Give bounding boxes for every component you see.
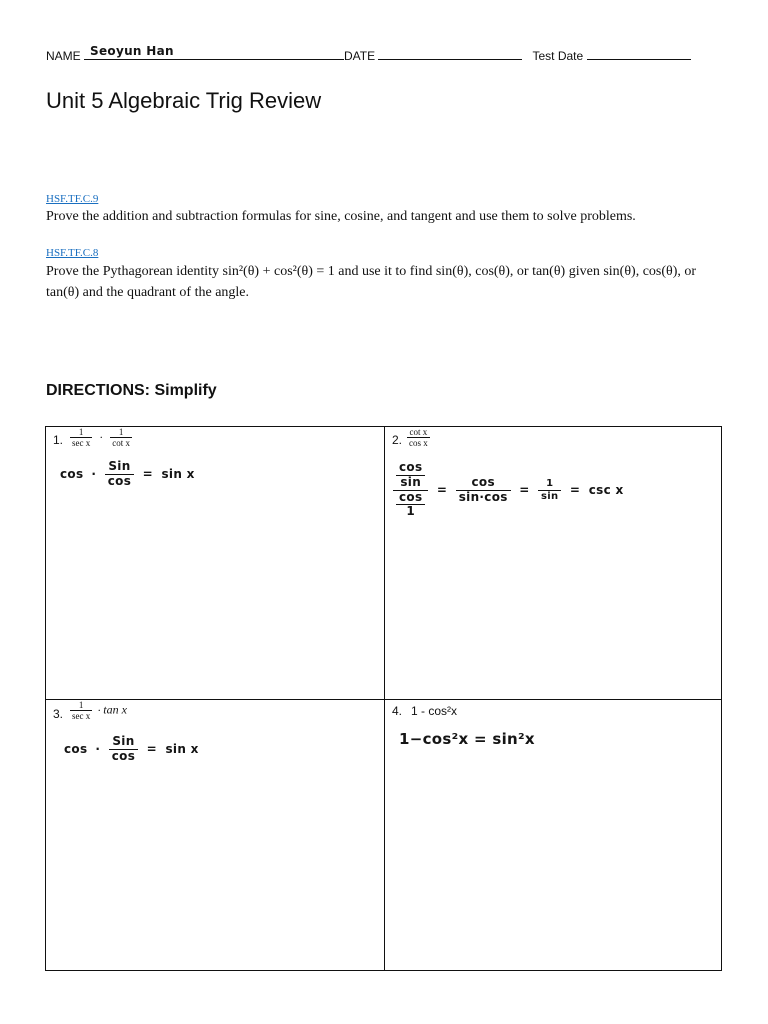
problem-3-expression: $\frac{1}{\text{sec x}}$ · tan x <box>72 700 127 722</box>
problem-3-cell[interactable] <box>46 700 384 970</box>
problem-3-work: cos · $\frac{\text{Sin}}{\cos}$ = sin x <box>64 734 199 763</box>
test-date-label: Test Date <box>532 49 584 63</box>
problem-4-expression: 1 - cos²x <box>411 704 458 718</box>
problem-4-cell[interactable] <box>385 700 723 970</box>
problem-4-work: 1−cos²x = sin²x <box>399 730 535 748</box>
problem-1-cell[interactable] <box>46 427 384 699</box>
date-label: DATE <box>344 49 376 63</box>
standard-text-1: Prove the addition and subtraction formulas for sine, cosine, and tangent and use them to solve problems. <box>46 209 636 224</box>
problem-2-expression: $\frac{\text{cot x}}{\text{cos x}}$ <box>409 427 428 449</box>
name-label: NAME <box>46 49 81 63</box>
problem-1-work: cos · $\frac{\text{Sin}}{\cos}$ = sin x <box>60 459 195 488</box>
problem-4-number: 4. <box>392 704 403 718</box>
page-title: Unit 5 Algebraic Trig Review <box>46 88 322 113</box>
problem-3-number: 3. <box>53 707 64 721</box>
problem-1-fraction-1: $\frac{1}{\text{sec x}}$ <box>72 427 91 449</box>
name-field[interactable] <box>84 46 344 60</box>
problem-2-work: $\frac{\frac{\cos}{\sin}}{\frac{\cos}{1}}$ = $\frac{\cos}{\sin\cdot\cos}$ = $\frac{1}{\sin}$ = csc x <box>393 461 628 519</box>
header-line <box>46 46 691 63</box>
problem-2-number: 2. <box>392 433 403 447</box>
problem-2-complex-fraction: $\frac{\frac{\cos}{\sin}}{\frac{\cos}{1}}$ <box>393 461 428 519</box>
standard-code-2[interactable]: HSF.TF.C.8 <box>46 247 99 259</box>
date-field[interactable] <box>378 46 522 60</box>
problem-1-fraction-2: $\frac{1}{\text{cot x}}$ <box>112 427 130 449</box>
directions-heading: DIRECTIONS: Simplify <box>46 382 217 399</box>
standard-text-2: Prove the Pythagorean identity sin²(θ) + cos²(θ) = 1 and use it to find sin(θ), cos(θ), or tan(θ) given sin(θ), cos(θ), or tan(θ) and the quadrant of the angle. <box>46 264 697 300</box>
standard-code-1[interactable]: HSF.TF.C.9 <box>46 193 99 205</box>
name-value: Seoyun Han <box>90 44 174 58</box>
test-date-field[interactable] <box>587 46 691 60</box>
problem-1-number: 1. <box>53 433 64 447</box>
problem-2-cell[interactable] <box>385 427 723 699</box>
problems-grid <box>45 426 722 971</box>
problem-1-expression: $\frac{1}{\text{sec x}}$ · $\frac{1}{\text{cot x}}$ <box>72 427 130 449</box>
